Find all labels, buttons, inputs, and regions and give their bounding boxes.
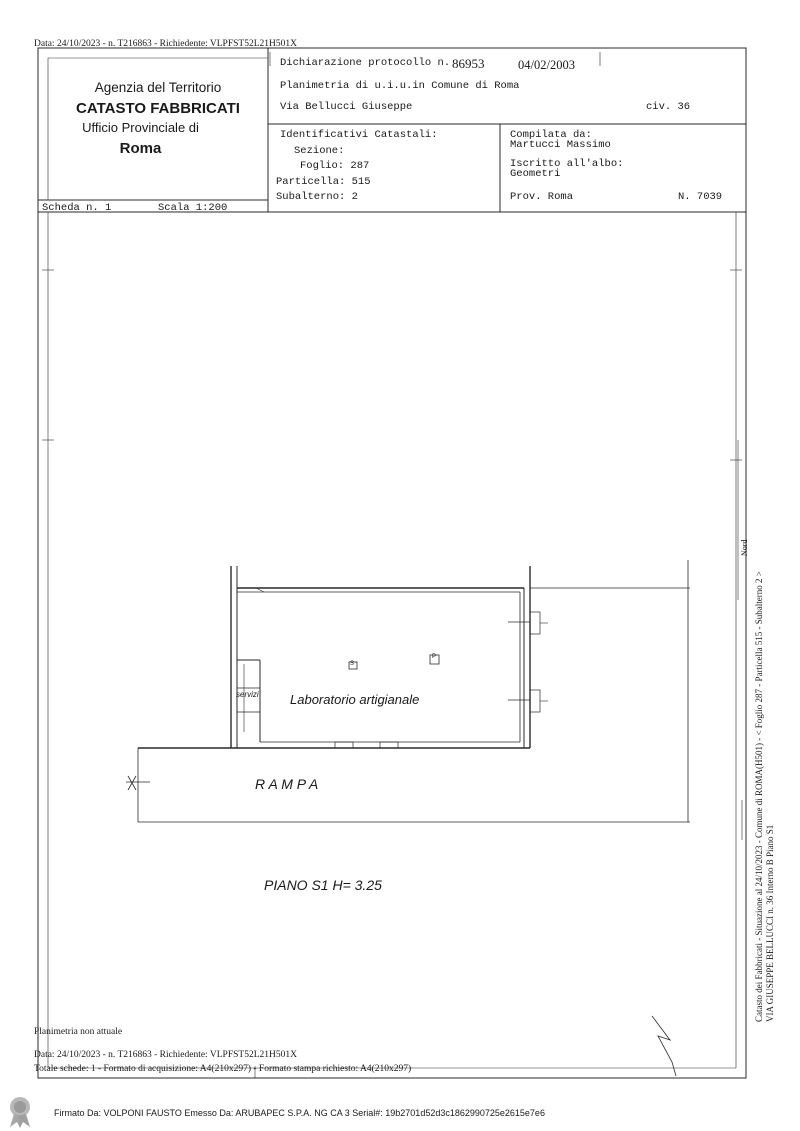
compiler-name: Martucci Massimo: [510, 139, 611, 151]
subalterno: Subalterno: 2: [276, 191, 358, 203]
scala: Scala 1:200: [158, 202, 228, 214]
p-mark: P: [432, 654, 437, 660]
province: Prov. Roma: [510, 191, 574, 203]
cadastral-heading: Identificativi Catastali:: [280, 129, 438, 141]
agency-name: Agenzia del Territorio: [94, 80, 222, 95]
top-meta: Data: 24/10/2023 - n. T216863 - Richiedente: VLPFST52L21H501X: [34, 39, 297, 49]
room-main-label: Laboratorio artigianale: [290, 692, 420, 707]
protocol-label: Dichiarazione protocollo n.: [280, 57, 451, 69]
s-mark: S: [350, 661, 355, 667]
north-mark: Nord: [740, 539, 749, 556]
side-text-line2: VIA GIUSEPPE BELLUCCI n. 36 Interno B Piano S1: [765, 824, 775, 1022]
footer-note: Planimetria non attuale: [34, 1027, 123, 1037]
foglio: Foglio: 287: [300, 160, 370, 172]
plan-title: Planimetria di u.i.u.in Comune di Roma: [280, 80, 520, 92]
floor-label: PIANO S1 H= 3.25: [264, 877, 382, 893]
footer-totals: Totale schede: 1 - Formato di acquisizione: A4(210x297) - Formato stampa richiesto: A4(210x297): [34, 1064, 412, 1074]
side-text-line1: Catasto dei Fabbricati - Situazione al 24/10/2023 - Comune di ROMA(H501) - < Foglio 287 - Particella 515 - Subalterno 2 >: [754, 571, 764, 1022]
sheet-frame: [38, 48, 746, 1078]
agency-office: Ufficio Provinciale di: [82, 120, 199, 135]
footer-meta: Data: 24/10/2023 - n. T216863 - Richiedente: VLPFST52L21H501X: [34, 1050, 297, 1060]
register: Geometri: [510, 168, 561, 180]
compiler-label: Compilata da:: [510, 129, 592, 141]
protocol-number: 86953: [452, 56, 485, 71]
register-number: N. 7039: [678, 191, 723, 203]
digital-signature: Firmato Da: VOLPONI FAUSTO Emesso Da: ARUBAPEC S.P.A. NG CA 3 Serial#: 19b2701d52d3c1862990725e2615e7e6: [54, 1108, 545, 1118]
particella: Particella: 515: [276, 176, 371, 188]
sezione: Sezione:: [294, 145, 345, 157]
scheda: Scheda n. 1: [42, 202, 112, 214]
register-label: Iscritto all'albo:: [510, 158, 624, 170]
address: Via Bellucci Giuseppe: [280, 101, 413, 113]
room-small-label: servizi: [236, 690, 259, 699]
ramp-label: R A M P A: [255, 776, 319, 792]
agency-city: Roma: [119, 140, 162, 157]
civic-number: civ. 36: [646, 101, 691, 113]
agency-catasto: CATASTO FABBRICATI: [76, 100, 240, 117]
seal-icon: [6, 1094, 36, 1128]
protocol-date: 04/02/2003: [518, 58, 575, 72]
